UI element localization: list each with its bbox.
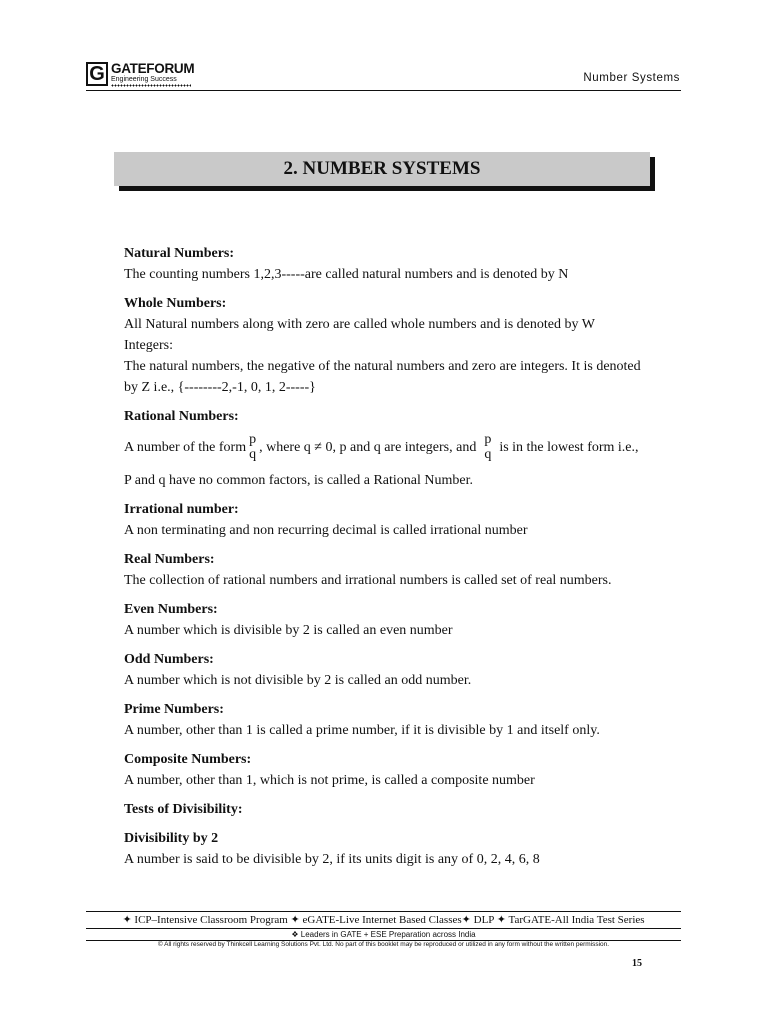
logo-brand: GATEFORUM: [111, 61, 195, 76]
rational-text-1: A number of the form: [124, 439, 247, 455]
footer-copyright: © All rights reserved by Thinkcell Learning Solutions Pvt. Ltd. No part of this booklet may be reproduced or utilized in any form without the written permission.: [157, 941, 610, 948]
chapter-title-banner: [114, 152, 650, 186]
rational-definition-line: [124, 429, 654, 465]
footer-rule-middle: [86, 928, 681, 929]
section-tests-of-divisibility: [124, 799, 654, 820]
logo-letter: G: [86, 62, 108, 86]
section-text: All Natural numbers along with zero are called whole numbers and is denoted by W: [124, 317, 595, 332]
section-text: The collection of rational numbers and irrational numbers is called set of real numbers.: [124, 573, 612, 588]
section-heading: Divisibility by 2: [124, 831, 219, 846]
fraction-numerator: p: [484, 432, 492, 447]
rational-text-3: is in the lowest form i.e.,: [499, 439, 639, 455]
section-heading: Tests of Divisibility:: [124, 802, 243, 817]
section-text: A number, other than 1, which is not prime, is called a composite number: [124, 773, 535, 788]
logo-dots: [111, 84, 191, 87]
header-rule: [86, 90, 681, 91]
footer-rule-top: [86, 911, 681, 912]
section-irrational-number: [124, 499, 654, 541]
running-header-title: Number Systems: [583, 72, 680, 84]
section-text: A number is said to be divisible by 2, if its units digit is any of 0, 2, 4, 6, 8: [124, 852, 540, 867]
footer-programs: ✦ ICP–Intensive Classroom Program ✦ eGATE-Live Internet Based Classes✦ DLP ✦ TarGATE-All India Test Series: [122, 914, 645, 926]
section-heading: Even Numbers:: [124, 602, 218, 617]
logo-tagline: Engineering Success: [111, 76, 177, 83]
section-heading: Natural Numbers:: [124, 246, 235, 261]
section-natural-numbers: [124, 243, 654, 285]
section-heading: Irrational number:: [124, 502, 239, 517]
section-composite-numbers: [124, 749, 654, 791]
section-whole-numbers: [124, 293, 654, 335]
section-heading: Rational Numbers:: [124, 409, 239, 424]
footer-leaders: ❖ Leaders in GATE + ESE Preparation across India: [291, 930, 476, 939]
section-even-numbers: [124, 599, 654, 641]
section-heading: Odd Numbers:: [124, 652, 214, 667]
section-heading: Whole Numbers:: [124, 296, 227, 311]
section-real-numbers: [124, 549, 654, 591]
section-divisibility-by-2: [124, 828, 654, 870]
section-heading: Integers:: [124, 338, 173, 353]
section-text: A non terminating and non recurring decimal is called irrational number: [124, 523, 528, 538]
section-rational-numbers: [124, 406, 654, 491]
section-text: The natural numbers, the negative of the natural numbers and zero are integers. It is denoted by Z i.e., {--------2,-1, 0, 1, 2-----}: [124, 359, 641, 395]
section-text: The counting numbers 1,2,3-----are called natural numbers and is denoted by N: [124, 267, 569, 282]
section-text: A number which is not divisible by 2 is called an odd number.: [124, 673, 472, 688]
section-prime-numbers: [124, 699, 654, 741]
section-heading: Composite Numbers:: [124, 752, 252, 767]
section-heading: Real Numbers:: [124, 552, 215, 567]
section-heading: Prime Numbers:: [124, 702, 224, 717]
page-content: [124, 243, 654, 870]
page-number: 15: [632, 958, 642, 969]
section-text: A number, other than 1 is called a prime number, if it is divisible by 1 and itself only.: [124, 723, 600, 738]
fraction-denominator: q: [484, 447, 492, 462]
section-text: P and q have no common factors, is called a Rational Number.: [124, 473, 474, 488]
fraction-p-over-q: [249, 432, 256, 462]
fraction-denominator: q: [249, 447, 257, 462]
fraction-p-over-q: [484, 432, 491, 462]
section-odd-numbers: [124, 649, 654, 691]
section-integers: [124, 335, 654, 398]
fraction-numerator: p: [249, 432, 257, 447]
section-text: A number which is divisible by 2 is called an even number: [124, 623, 453, 638]
rational-text-2: , where q ≠ 0, p and q are integers, and: [259, 439, 477, 455]
chapter-title: 2. NUMBER SYSTEMS: [283, 158, 481, 179]
gateforum-logo: [86, 61, 195, 90]
